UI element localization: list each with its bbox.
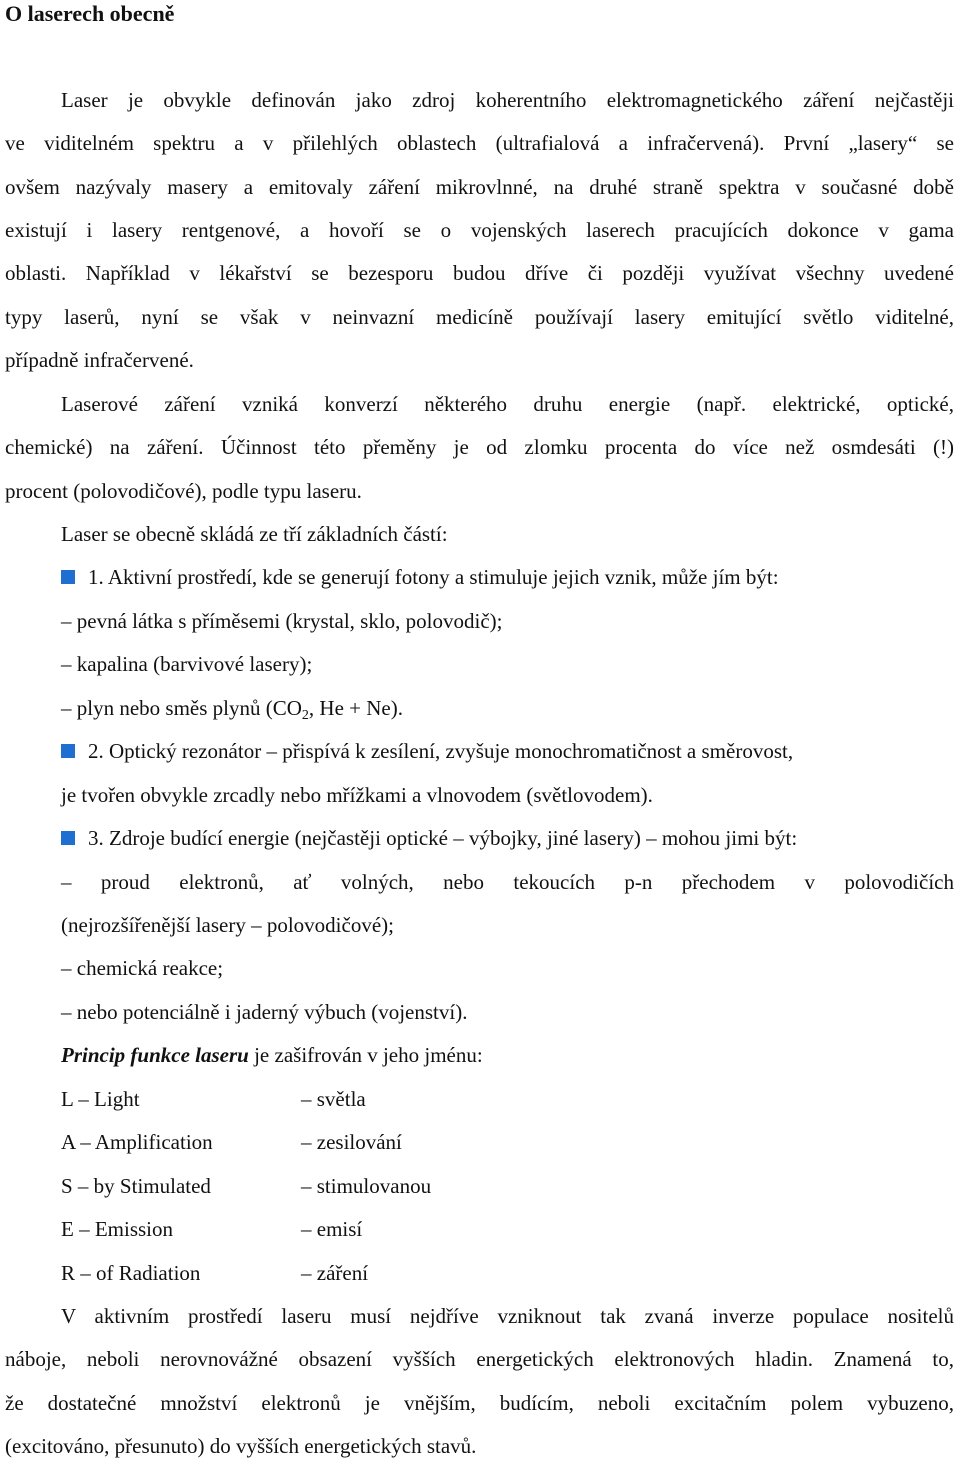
page-title: O laserech obecně xyxy=(5,1,175,26)
paragraph-line: (excitováno, přesunuto) do vyšších energetických stavů. xyxy=(5,1434,477,1458)
acronym-english: R – of Radiation xyxy=(61,1261,201,1285)
acronym-english: E – Emission xyxy=(61,1217,174,1241)
paragraph-line: existují i lasery rentgenové, a hovoří se o vojenských laserech pracujících dokonce v gama xyxy=(5,218,954,242)
acronym-czech: – světla xyxy=(301,1087,366,1111)
principle-line: Princip funkce laseru je zašifrován v jeho jménu: xyxy=(61,1043,483,1067)
paragraph-line: typy laserů, nyní se však v neinvazní medicíně používají lasery emitující světlo viditelné, xyxy=(5,305,954,329)
square-bullet-icon xyxy=(61,570,75,584)
parts-intro: Laser se obecně skládá ze tří základních částí: xyxy=(61,522,448,546)
part-3-heading: 3. Zdroje budící energie (nejčastěji optické – výbojky, jiné lasery) – mohou jimi být: xyxy=(61,824,797,852)
paragraph-line: že dostatečné množství elektronů je vnějším, budícím, neboli excitačním polem vybuzeno, xyxy=(5,1391,954,1415)
acronym-czech: – zesilování xyxy=(301,1130,402,1154)
paragraph-line: Laser je obvykle definován jako zdroj koherentního elektromagnetického záření nejčastěji xyxy=(61,88,954,112)
acronym-czech: – stimulovanou xyxy=(301,1174,432,1198)
square-bullet-icon xyxy=(61,744,75,758)
list-item: – nebo potenciálně i jaderný výbuch (vojenství). xyxy=(61,1000,468,1024)
acronym-english: A – Amplification xyxy=(61,1130,213,1154)
paragraph-line: procent (polovodičové), podle typu laseru. xyxy=(5,479,362,503)
part-2-heading: 2. Optický rezonátor – přispívá k zesílení, zvyšuje monochromatičnost a směrovost, xyxy=(61,737,793,765)
paragraph-line: chemické) na záření. Účinnost této přeměny je od zlomku procenta do více než osmdesáti (!) xyxy=(5,435,954,459)
list-item: – chemická reakce; xyxy=(61,956,224,980)
list-item: – pevná látka s příměsemi (krystal, sklo, polovodič); xyxy=(61,609,503,633)
list-item: – proud elektronů, ať volných, nebo tekoucích p-n přechodem v polovodičích xyxy=(61,870,954,894)
list-item: – kapalina (barvivové lasery); xyxy=(61,652,313,676)
paragraph-line: V aktivním prostředí laseru musí nejdříve vzniknout tak zvaná inverze populace nositelů xyxy=(61,1304,954,1328)
part-1-heading: 1. Aktivní prostředí, kde se generují fotony a stimuluje jejich vznik, může jím být: xyxy=(61,563,779,591)
paragraph-line: Laserové záření vzniká konverzí některého druhu energie (např. elektrické, optické, xyxy=(61,392,954,416)
paragraph-line: je tvořen obvykle zrcadly nebo mřížkami a vlnovodem (světlovodem). xyxy=(61,783,653,807)
acronym-english: S – by Stimulated xyxy=(61,1174,211,1198)
list-item: (nejrozšířenější lasery – polovodičové); xyxy=(61,913,394,937)
square-bullet-icon xyxy=(61,831,75,845)
paragraph-line: ve viditelném spektru a v přilehlých oblastech (ultrafialová a infračervená). První „lasery“ se xyxy=(5,131,954,155)
paragraph-line: ovšem nazývaly masery a emitovaly záření mikrovlnné, na druhé straně spektra v současné době xyxy=(5,175,954,199)
acronym-english: L – Light xyxy=(61,1087,140,1111)
acronym-czech: – záření xyxy=(301,1261,369,1285)
paragraph-line: náboje, neboli nerovnovážné obsazení vyšších energetických elektronových hladin. Znamená to, xyxy=(5,1347,954,1371)
paragraph-line: případně infračervené. xyxy=(5,348,194,372)
paragraph-line: oblasti. Například v lékařství se bezesporu budou dříve či později využívat všechny uvedené xyxy=(5,261,954,285)
list-item: – plyn nebo směs plynů ($CO_2$, He + Ne). xyxy=(61,696,403,723)
acronym-czech: – emisí xyxy=(301,1217,363,1241)
